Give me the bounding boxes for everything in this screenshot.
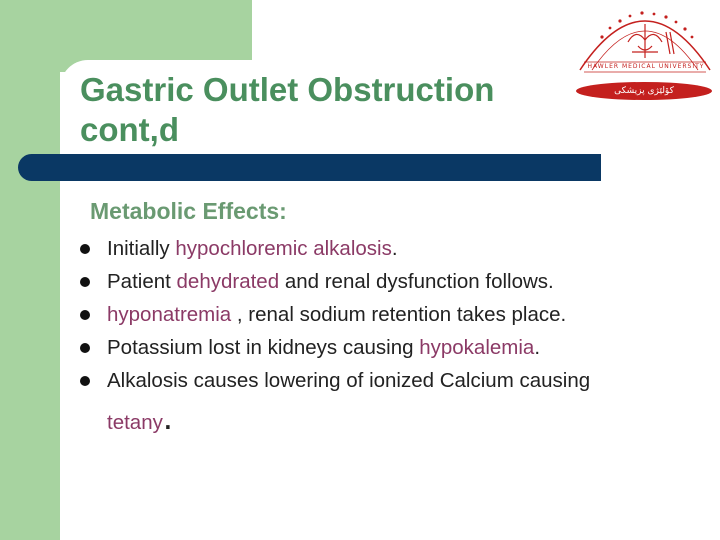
bullet-item <box>80 265 700 298</box>
bullet-text: . <box>391 237 398 260</box>
bullet-text: . <box>534 336 541 359</box>
bullet-text: Alkalosis causes lowering of ionized Calcium causing <box>107 369 591 392</box>
bullet-list <box>80 232 700 443</box>
highlighted-term: dehydrated <box>176 270 280 293</box>
bullet-text: , renal sodium retention takes place. <box>231 303 567 326</box>
bullet-text: Initially <box>107 237 176 260</box>
slide-title <box>80 70 560 150</box>
highlighted-term: hypochloremic alkalosis <box>175 237 392 260</box>
bullet-text: Patient <box>107 270 177 293</box>
bullet-item <box>80 232 700 265</box>
bullet-continuation <box>107 397 700 443</box>
title-line-2: cont,d <box>80 111 179 148</box>
bullet-dot-icon <box>80 376 90 386</box>
bullet-item <box>80 364 700 443</box>
bullet-dot-icon <box>80 244 90 254</box>
title-line-1: Gastric Outlet Obstruction <box>80 71 495 108</box>
bullet-text: and renal dysfunction follows. <box>279 270 554 293</box>
bullet-item <box>80 298 700 331</box>
bullet-item <box>80 331 700 364</box>
logo-banner: كۆلێژی پزیشکی <box>576 82 712 100</box>
title-divider-bar <box>18 154 601 181</box>
highlighted-term: tetany <box>107 411 163 434</box>
left-accent-bar <box>0 0 60 540</box>
bullet-dot-icon <box>80 343 90 353</box>
bullet-dot-icon <box>80 277 90 287</box>
section-subheading: Metabolic Effects: <box>90 198 287 224</box>
highlighted-term: hypokalemia <box>419 336 535 359</box>
logo-university-name: HAWLER MEDICAL UNIVERSITY <box>587 63 705 70</box>
bullet-text: Potassium lost in kidneys causing <box>107 336 420 359</box>
terminal-period: . <box>162 396 173 437</box>
bullet-dot-icon <box>80 310 90 320</box>
highlighted-term: hyponatremia <box>107 303 232 326</box>
